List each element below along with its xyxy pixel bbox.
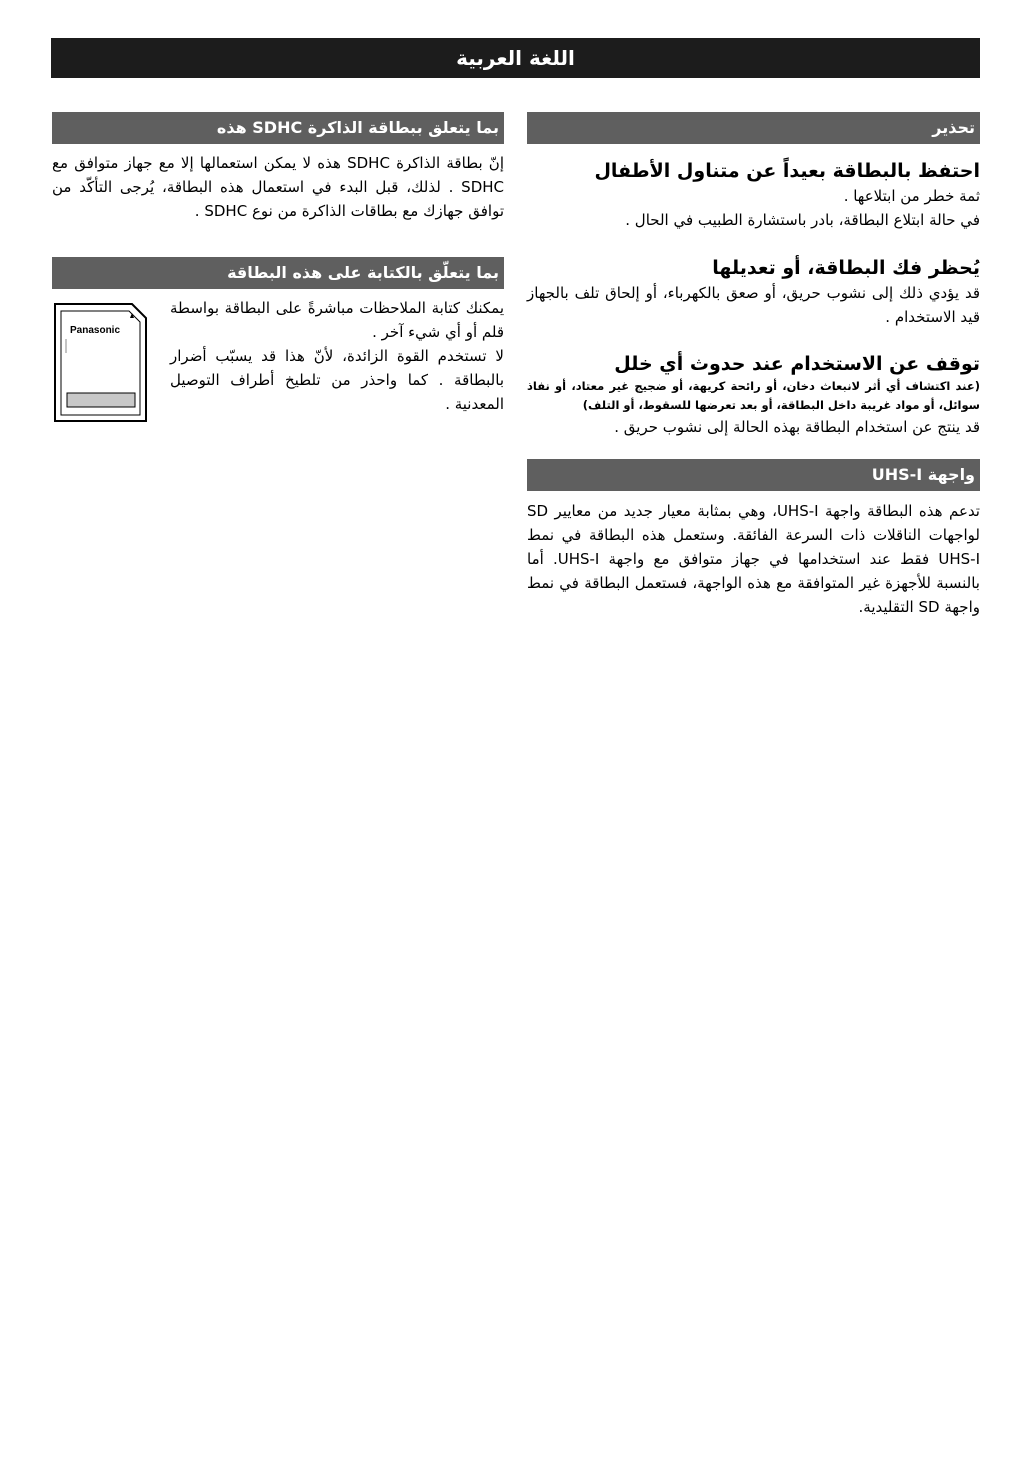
keep-away-line2: في حالة ابتلاع البطاقة، بادر باستشارة الطبيب في الحال . xyxy=(625,211,980,229)
no-disassembly-heading: يُحظر فك البطاقة، أو تعديلها xyxy=(712,257,980,279)
section-keep-away xyxy=(527,158,980,232)
stop-use-text: قد ينتج عن استخدام البطاقة بهذه الحالة إلى نشوب حريق . xyxy=(614,418,980,436)
section-stop-use xyxy=(527,351,980,439)
section-uhs xyxy=(527,499,980,619)
stop-use-heading: توقف عن الاستخدام عند حدوث أي خلل xyxy=(614,353,980,375)
caution-bar xyxy=(527,112,980,144)
right-column xyxy=(527,112,980,619)
section-no-disassembly xyxy=(527,255,980,329)
sdhc-bar xyxy=(52,112,504,144)
page-title: اللغة العربية xyxy=(456,46,575,70)
keep-away-heading: احتفظ بالبطاقة بعيداً عن متناول الأطفال xyxy=(594,160,980,182)
writing-text2: لا تستخدم القوة الزائدة، لأنّ هذا قد يسبّب أضرار بالبطاقة . كما واحذر من تلطيخ أطراف التوصيل المعدنية . xyxy=(170,347,504,413)
writing-bar-row xyxy=(52,257,504,289)
uhs-bar-row xyxy=(527,459,980,491)
section-writing xyxy=(170,296,504,416)
page-title-banner xyxy=(51,38,980,78)
no-disassembly-text: قد يؤدي ذلك إلى نشوب حريق، أو صعق بالكهرباء، أو إلحاق تلف بالجهاز قيد الاستخدام . xyxy=(527,284,980,326)
uhs-bar xyxy=(527,459,980,491)
writing-label: بما يتعلّق بالكتابة على هذه البطاقة xyxy=(227,263,499,282)
stop-use-note: (عند اكتشاف أي أثر لانبعاث دخان، أو رائحة كريهة، أو ضجيج غير معتاد، أو نفاذ سوائل، أو مواد غريبة داخل البطاقة، أو بعد تعرضها للسقوط، أو التلف) xyxy=(527,379,980,412)
card-brand-label: Panasonic xyxy=(70,325,121,336)
writing-text1: يمكنك كتابة الملاحظات مباشرةً على البطاقة بواسطة قلم أو أي شيء آخر . xyxy=(170,299,504,341)
sd-card-illustration xyxy=(52,301,149,424)
caution-label: تحذير xyxy=(932,118,975,137)
uhs-label: واجهة UHS-I xyxy=(871,465,975,484)
section-sdhc xyxy=(52,151,504,223)
keep-away-line1: ثمة خطر من ابتلاعها . xyxy=(843,187,980,205)
writing-bar xyxy=(52,257,504,289)
sd-card-icon xyxy=(52,301,149,424)
sdhc-label: بما يتعلق ببطاقة الذاكرة SDHC هذه xyxy=(216,118,499,137)
uhs-text: تدعم هذه البطاقة واجهة UHS-I، وهي بمثابة معيار جديد من معايير SD لواجهات الناقلات ذات السرعة الفائقة. وستعمل هذه البطاقة في نمط UHS-I فقط عند استخدامها في جهاز متوافق مع واجهة UHS-I. أما بالنسبة للأجهزة غير المتوافقة مع هذه الواجهة، فستعمل البطاقة في نمط واجهة SD التقليدية. xyxy=(527,502,980,616)
sdhc-text: إنّ بطاقة الذاكرة SDHC هذه لا يمكن استعمالها إلا مع جهاز متوافق مع SDHC . لذلك، قبل البدء في استعمال هذه البطاقة، يُرجى التأكّد من توافق جهازك مع بطاقات الذاكرة من نوع SDHC . xyxy=(52,154,504,220)
